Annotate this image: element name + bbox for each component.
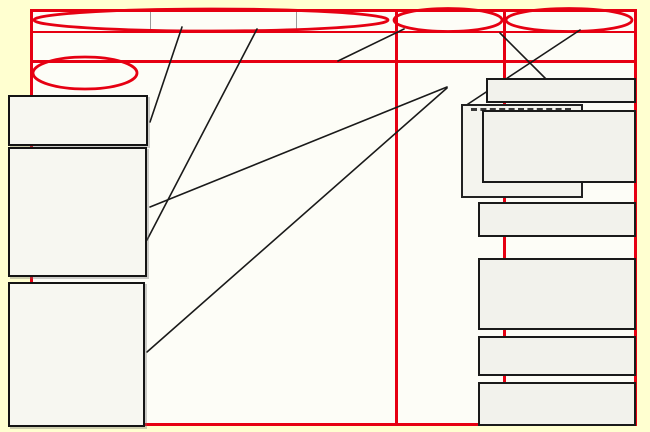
column-header xyxy=(106,31,150,60)
dept-box-basic-info-providers xyxy=(478,202,636,237)
column-header xyxy=(62,31,106,60)
grid-line xyxy=(296,11,297,31)
callout-datalist xyxy=(8,282,145,427)
column-header xyxy=(30,31,62,60)
column-header xyxy=(503,31,545,60)
dept-box-spatial-geography xyxy=(478,258,636,330)
dept-box-registration-authorities xyxy=(482,110,636,183)
column-header xyxy=(545,31,637,60)
column-header xyxy=(437,31,503,60)
callout-detail-rule xyxy=(8,147,147,277)
column-header xyxy=(257,31,296,60)
dept-box-public-security xyxy=(486,78,636,103)
grid-line xyxy=(150,11,151,31)
dept-box-credit-info-providers xyxy=(478,336,636,376)
callout-top-levels xyxy=(8,95,148,146)
column-header xyxy=(296,31,395,60)
red-line-under-header-row xyxy=(30,60,637,63)
column-header xyxy=(150,31,257,60)
column-header xyxy=(395,31,437,60)
red-divider-detail xyxy=(395,9,398,426)
dept-box-certificate xyxy=(478,382,636,426)
